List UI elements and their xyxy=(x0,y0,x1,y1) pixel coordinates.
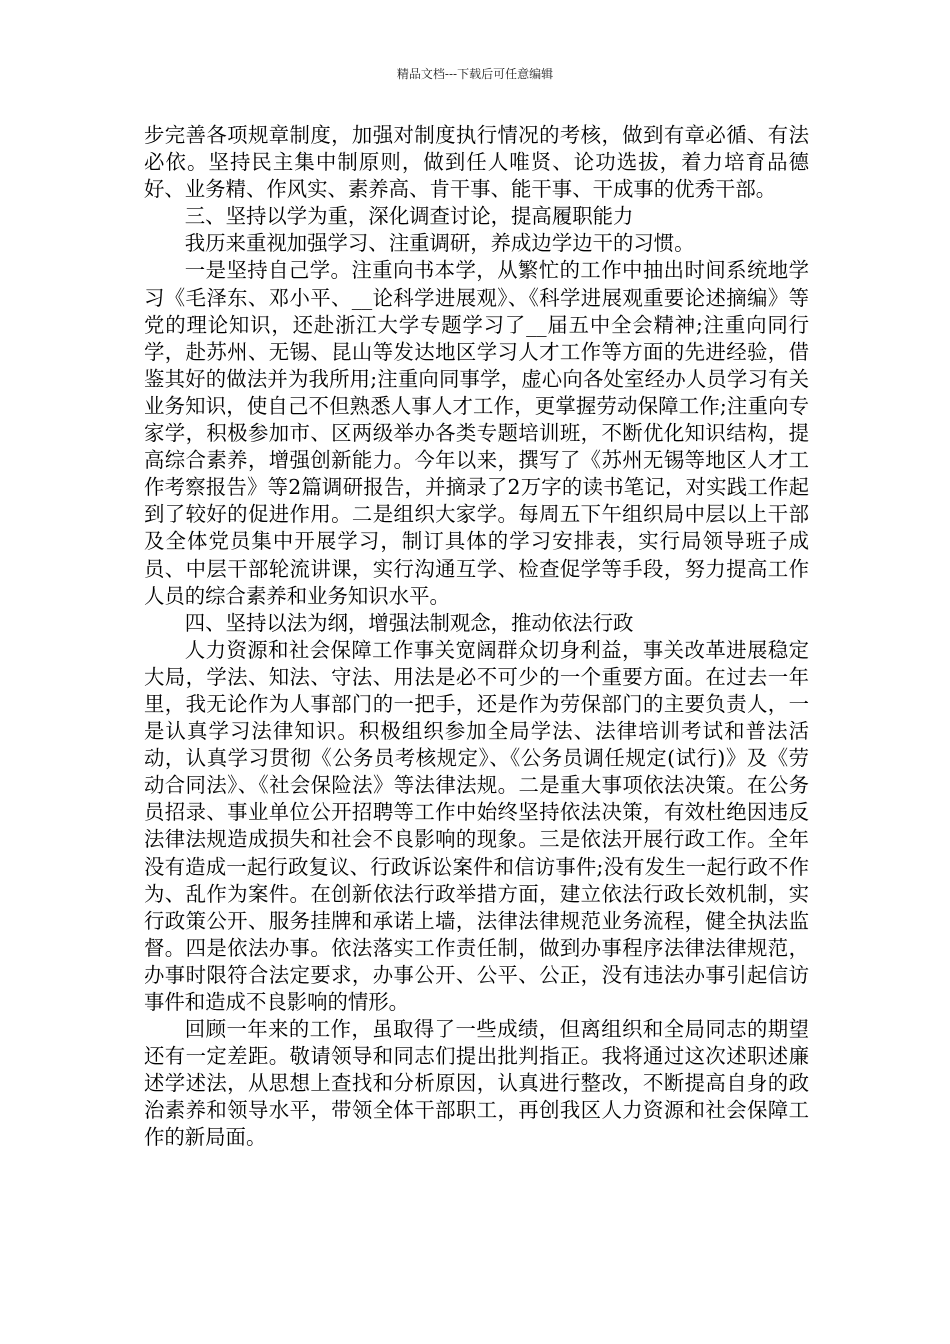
paragraph-study-details: 一是坚持自己学。注重向书本学，从繁忙的工作中抽出时间系统地学习《毛泽东、邓小平、__论科学进展观》、《科学进展观重要论述摘编》等党的理论知识，还赴浙江大学专题学习了__届五中全会精神;注重向同行学，赴苏州、无锡、昆山等发达地区学习人才工作等方面的先进经验，借鉴其好的做法并为我所用;注重向同事学，虚心向各处室经办人员学习有关业务知识，使自己不但熟悉人事人才工作，更掌握劳动保障工作;注重向专家学，积极参加市、区两级举办各类专题培训班，不断优化知识结构，提高综合素养，增强创新能力。今年以来，撰写了《苏州无锡等地区人才工作考察报告》等2篇调研报告，并摘录了2万字的读书笔记，对实践工作起到了较好的促进作用。二是组织大家学。每周五下午组织局中层以上干部及全体党员集中开展学习，制订具体的学习安排表，实行局领导班子成员、中层干部轮流讲课，实行沟通互学、检查促学等手段，努力提高工作人员的综合素养和业务知识水平。 xyxy=(144,258,809,608)
paragraph-conclusion: 回顾一年来的工作，虽取得了一些成绩，但离组织和全局同志的期望还有一定差距。敬请领导和同志们提出批判指正。我将通过这次述职述廉述学述法，从思想上查找和分析原因，认真进行整改，不断提高自身的政治素养和领导水平，带领全体干部职工，再创我区人力资源和社会保障工作的新局面。 xyxy=(144,1017,809,1150)
section-heading-three: 三、坚持以学为重，深化调查讨论，提高履职能力 xyxy=(184,204,634,229)
document-body xyxy=(144,122,809,1152)
section-heading-four: 四、坚持以法为纲，增强法制观念，推动依法行政 xyxy=(184,610,634,635)
page-header: 精品文档---下载后可任意编辑 xyxy=(396,67,554,81)
paragraph-law-details: 人力资源和社会保障工作事关宽阔群众切身利益，事关改革进展稳定大局，学法、知法、守法、用法是必不可少的一个重要方面。在过去一年里，我无论作为人事部门的一把手，还是作为劳保部门的主要负责人，一是认真学习法律知识。积极组织参加全局学法、法律培训考试和普法活动，认真学习贯彻《公务员考核规定》、《公务员调任规定(试行)》及《劳动合同法》、《社会保险法》等法律法规。二是重大事项依法决策。在公务员招录、事业单位公开招聘等工作中始终坚持依法决策，有效杜绝因违反法律法规造成损失和社会不良影响的现象。三是依法开展行政工作。全年没有造成一起行政复议、行政诉讼案件和信访事件;没有发生一起行政不作为、乱作为案件。在创新依法行政举措方面，建立依法行政长效机制，实行政策公开、服务挂牌和承诺上墙，法律法律规范业务流程，健全执法监督。四是依法办事。依法落实工作责任制，做到办事程序法律法律规范，办事时限符合法定要求，办事公开、公平、公正，没有违法办事引起信访事件和造成不良影响的情形。 xyxy=(144,637,809,1014)
paragraph-intro-study: 我历来重视加强学习、注重调研，养成边学边干的习惯。 xyxy=(184,231,695,256)
paragraph-continuation: 步完善各项规章制度，加强对制度执行情况的考核，做到有章必循、有法必依。坚持民主集中制原则，做到任人唯贤、论功选拔，着力培育品德好、业务精、作风实、素养高、肯干事、能干事、干成事的优秀干部。 xyxy=(144,123,809,202)
